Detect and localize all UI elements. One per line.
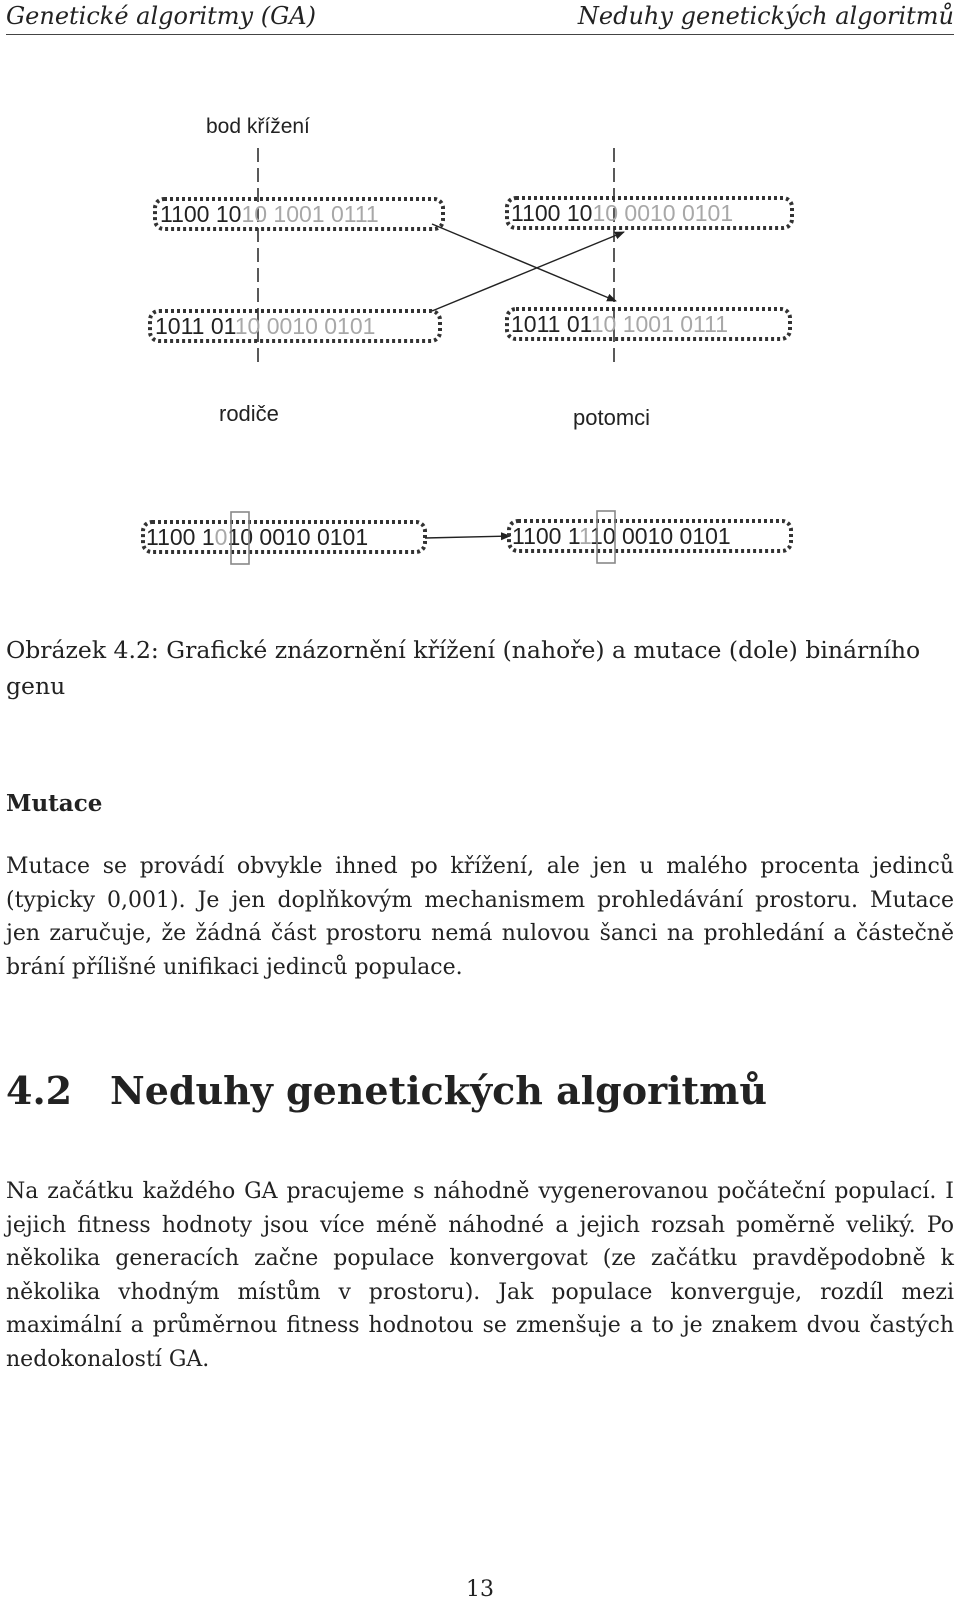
- header-section-title: Neduhy genetických algoritmů: [577, 2, 954, 30]
- child2-tail: 10 1001 0111: [590, 311, 729, 337]
- child2-chromosome: [507, 309, 790, 339]
- svg-text:1100 1010 1001 0111: [160, 201, 379, 227]
- child1-kept: 1100 10: [511, 200, 593, 226]
- mutation-after-pre: 1100 1: [512, 523, 579, 549]
- crossover-arrow-to-child1: [432, 232, 624, 311]
- crossover-arrow-to-child2: [432, 224, 616, 301]
- crossover-point-label: bod křížení: [206, 115, 310, 138]
- mutation-before-bit: 0: [214, 524, 228, 550]
- svg-text:1011 0110 0010 0101: [155, 313, 375, 339]
- running-header: [6, 0, 954, 35]
- mutation-before-pre: 1100 1: [146, 524, 215, 550]
- page-number: 13: [466, 1577, 494, 1602]
- mutation-after-bit: 1: [578, 523, 591, 549]
- mutace-paragraph: Mutace se provádí obvykle ihned po křížení, ale jen u malého procenta jedinců (typicky 0,001). Je jen doplňkovým mechanismem prohledávání prostoru. Mutace jen zaručuje, že žádná část prostoru nemá nulovou šanci na prohledání a částečně brání přílišné unifikaci jedinců populace.: [6, 854, 954, 980]
- section-title: Neduhy genetických algoritmů: [110, 1068, 767, 1113]
- svg-text:1100 1110 0010 0101: [512, 523, 731, 549]
- parent1-tail: 10 1001 0111: [241, 201, 379, 227]
- child2-kept: 1011 01: [511, 311, 591, 337]
- svg-text:1100 1010 0010 0101: [511, 200, 733, 226]
- section-paragraph: Na začátku každého GA pracujeme s náhodně vygenerovanou počáteční populací. I jejich fitness hodnoty jsou více méně náhodné a jejich rozsah poměrně veliký. Po několika generacích začne populace konvergovat (ze začátku pravděpodobně k několika vhodným místům v prostoru). Jak populace konverguje, rozdíl mezi maximální a průměrnou fitness hodnotou se zmenšuje a to je znakem dvou častých nedokonalostí GA.: [6, 1179, 954, 1372]
- parent2-kept: 1011 01: [155, 313, 235, 339]
- svg-text:1011 0110 1001 0111: [511, 311, 728, 337]
- offspring-label: potomci: [573, 405, 651, 430]
- crossover-mutation-figure: [0, 110, 960, 590]
- parent1-chromosome: [155, 199, 443, 229]
- mutation-after-chromosome: [509, 511, 791, 563]
- section-heading: [6, 1068, 767, 1113]
- parent2-chromosome: [150, 311, 440, 341]
- parent2-tail: 10 0010 0101: [234, 313, 376, 339]
- mutace-heading: Mutace: [6, 790, 103, 817]
- parent1-kept: 1100 10: [160, 201, 242, 227]
- header-chapter-title: Genetické algoritmy (GA): [6, 2, 316, 30]
- mutation-arrow: [425, 536, 510, 538]
- child1-chromosome: [507, 198, 792, 228]
- mutation-before-chromosome: [143, 512, 425, 564]
- child1-tail: 10 0010 0101: [592, 200, 734, 226]
- section-number: 4.2: [6, 1068, 73, 1113]
- parents-label: rodiče: [219, 401, 279, 426]
- mutation-after-post: 10 0010 0101: [590, 523, 731, 549]
- mutation-before-post: 10 0010 0101: [227, 524, 369, 550]
- figure-caption: Obrázek 4.2: Grafické znázornění křížení (nahoře) a mutace (dole) binárního genu: [6, 636, 921, 700]
- svg-text:1100 1010 0010 0101: [146, 524, 368, 550]
